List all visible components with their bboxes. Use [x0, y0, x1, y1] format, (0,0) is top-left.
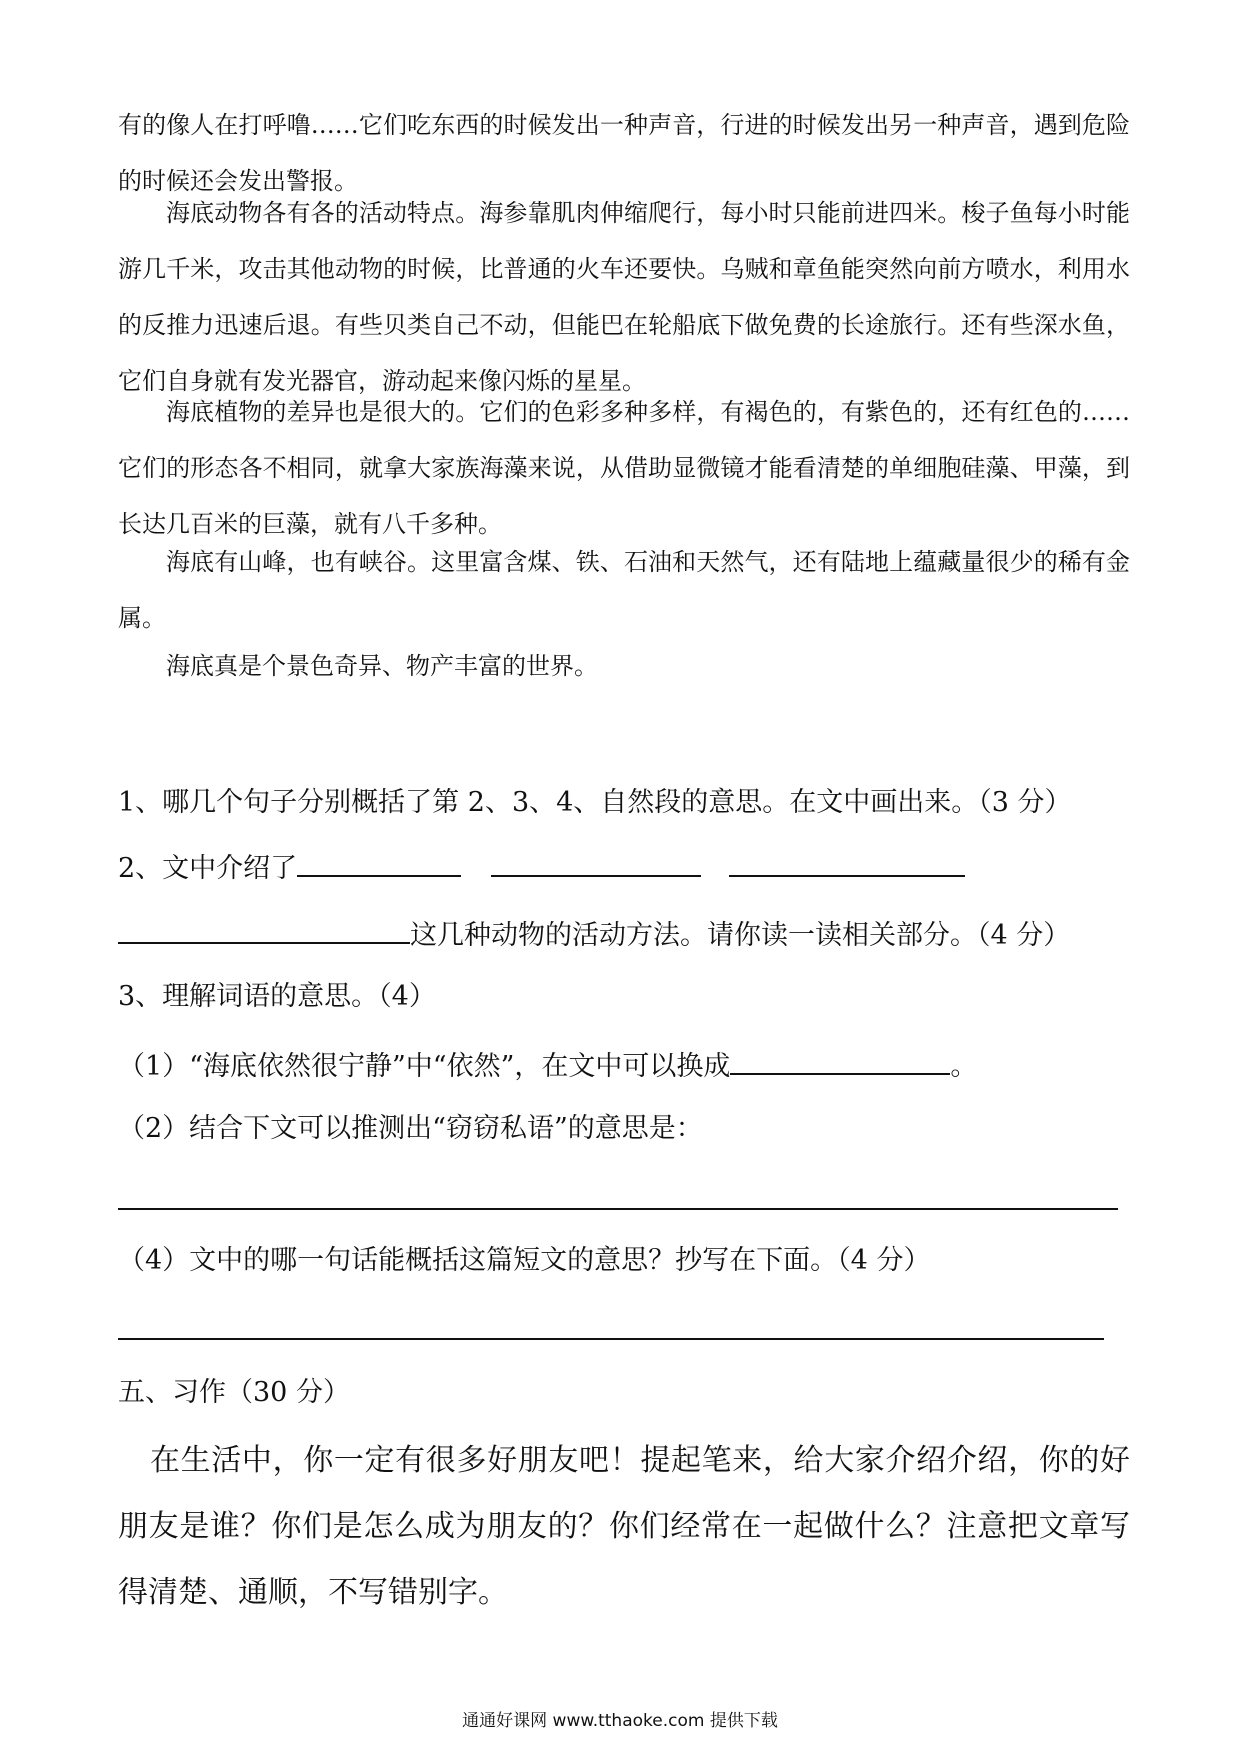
passage-paragraph-2: 海底动物各有各的活动特点。海参靠肌肉伸缩爬行，每小时只能前进四米。梭子鱼每小时能游几千米，攻击其他动物的时候，比普通的火车还要快。乌贼和章鱼能突然向前方喷水，利用水的反推力迅速后退。有些贝类自己不动，但能巴在轮船底下做免费的长途旅行。还有些深水鱼，它们自身就有发光器官，游动起来像闪烁的星星。: [118, 199, 1130, 395]
question-1: 1、哪几个句子分别概括了第 2、3、4、自然段的意思。在文中画出来。（3 分）: [118, 787, 1072, 818]
question-3: 3、理解词语的意思。（4）: [118, 981, 436, 1012]
question-2-suffix: 这几种动物的活动方法。请你读一读相关部分。（4 分）: [410, 920, 1071, 951]
answer-blank-animal-4[interactable]: [118, 912, 410, 944]
answer-blank-synonym[interactable]: [730, 1043, 950, 1075]
passage-paragraph-4: 海底有山峰，也有峡谷。这里富含煤、铁、石油和天然气，还有陆地上蕴藏量很少的稀有金属。: [118, 548, 1130, 632]
question-3-2: （2）结合下文可以推测出“窃窃私语”的意思是：: [118, 1113, 703, 1144]
question-4: （4）文中的哪一句话能概括这篇短文的意思？抄写在下面。（4 分）: [118, 1245, 931, 1276]
question-3-1-prefix: （1）“海底依然很宁静”中“依然”，在文中可以换成: [118, 1051, 731, 1082]
question-2-line-1: [118, 845, 965, 889]
passage-paragraph-1: 有的像人在打呼噜……它们吃东西的时候发出一种声音，行进的时候发出另一种声音，遇到危险的时候还会发出警报。: [118, 111, 1130, 195]
essay-heading: 五、习作（30 分）: [118, 1377, 350, 1408]
footer-source: 通通好课网 www.tthaoke.com 提供下载: [462, 1711, 778, 1731]
answer-line-meaning[interactable]: [118, 1208, 1118, 1210]
passage-paragraph-5: 海底真是个景色奇异、物产丰富的世界。: [166, 652, 598, 680]
question-3-1-suffix: 。: [950, 1051, 978, 1082]
answer-blank-animal-2[interactable]: [491, 845, 701, 877]
essay-prompt: 在生活中，你一定有很多好朋友吧！提起笔来，给大家介绍介绍，你的好朋友是谁？你们是怎么成为朋友的？你们经常在一起做什么？注意把文章写得清楚、通顺，不写错别字。: [118, 1443, 1130, 1610]
answer-line-summary[interactable]: [118, 1338, 1104, 1340]
question-2-prefix: 2、文中介绍了: [118, 853, 298, 884]
answer-blank-animal-1[interactable]: [297, 845, 461, 877]
passage-paragraph-3: 海底植物的差异也是很大的。它们的色彩多种多样，有褐色的，有紫色的，还有红色的……它们的形态各不相同，就拿大家族海藻来说，从借助显微镜才能看清楚的单细胞硅藻、甲藻，到长达几百米的巨藻，就有八千多种。: [118, 398, 1130, 538]
answer-blank-animal-3[interactable]: [729, 845, 965, 877]
question-2-line-2: [118, 912, 1070, 956]
question-3-1: [118, 1043, 977, 1087]
